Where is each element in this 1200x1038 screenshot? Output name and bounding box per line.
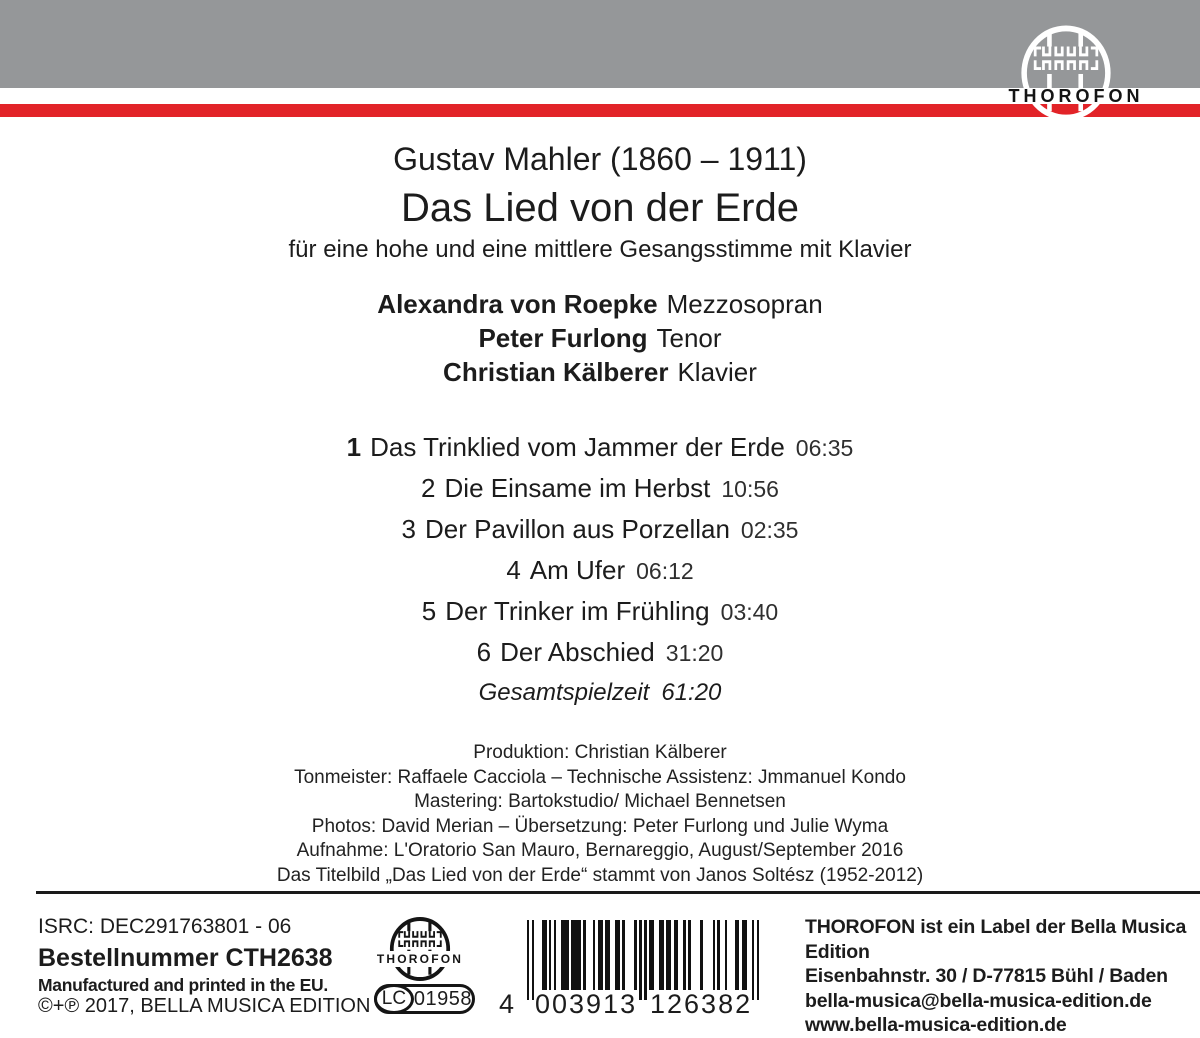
work-subtitle: für eine hohe und eine mittlere Gesangsstimme mit Klavier — [288, 236, 912, 263]
track-duration: 02:35 — [740, 517, 799, 543]
footer-divider — [36, 891, 1200, 894]
barcode-digit-lead: 4 — [499, 989, 515, 1019]
thorofon-wordmark: THOROFON — [1008, 86, 1144, 106]
credits-block — [0, 741, 1200, 888]
credit-line: Aufnahme: L'Oratorio San Mauro, Bernareggio, August/September 2016 — [296, 840, 904, 861]
performer-line — [0, 321, 1200, 355]
label-info-line: THOROFON ist ein Label der Bella Musica Edition — [805, 916, 1187, 963]
performer-name: Christian Kälberer — [443, 357, 669, 387]
track-title: Das Trinklied vom Jammer der Erde — [370, 432, 785, 462]
lc-label-code — [374, 984, 475, 1014]
credit-line: Produktion: Christian Kälberer — [473, 742, 727, 763]
label-info-block — [805, 915, 1200, 1038]
total-time-row — [0, 673, 1200, 713]
track-row — [0, 468, 1200, 509]
performer-name: Alexandra von Roepke — [377, 289, 658, 319]
track-title: Am Ufer — [529, 555, 626, 585]
manufactured-note: Manufactured and printed in the EU. — [38, 975, 328, 995]
order-number: Bestellnummer CTH2638 — [38, 944, 333, 972]
credit-line: Tonmeister: Raffaele Cacciola – Technische Assistenz: Jmmanuel Kondo — [294, 766, 906, 788]
credit-line: Das Titelbild „Das Lied von der Erde“ stammt von Janos Soltész (1952-2012) — [276, 864, 924, 886]
thorofon-wordmark: THOROFON — [374, 951, 466, 967]
track-duration: 06:35 — [795, 435, 854, 461]
lc-number: 01958 — [413, 987, 472, 1010]
track-number: 6 — [476, 637, 492, 667]
thorofon-logo-icon — [389, 916, 451, 982]
track-number: 3 — [401, 514, 416, 544]
credit-line: Mastering: Bartokstudio/ Michael Bennetsen — [414, 791, 786, 812]
total-time-value: 61:20 — [661, 679, 722, 706]
track-title: Der Pavillon aus Porzellan — [424, 514, 730, 544]
credit-line: Photos: David Merian – Übersetzung: Peter Furlong und Julie Wyma — [311, 815, 889, 837]
isrc-code: ISRC: DEC291763801 - 06 — [38, 915, 292, 938]
track-duration: 06:12 — [636, 558, 694, 584]
composer-dates: (1860 – 1911) — [610, 141, 807, 177]
barcode-digits-right: 126382 — [650, 989, 753, 1019]
performers-list — [0, 287, 1200, 389]
lc-prefix: LC — [374, 984, 414, 1014]
track-number: 5 — [421, 596, 437, 626]
track-row — [0, 427, 1200, 468]
track-duration: 03:40 — [720, 599, 779, 625]
composer-line — [0, 141, 1200, 178]
track-title: Der Trinker im Frühling — [445, 596, 710, 626]
track-row — [0, 632, 1200, 673]
track-list — [0, 427, 1200, 713]
track-number: 2 — [421, 473, 436, 503]
total-time-label: Gesamtspielzeit — [478, 679, 650, 706]
label-info-line: bella-musica@bella-musica-edition.de — [805, 989, 1152, 1012]
track-row — [0, 509, 1200, 550]
track-number: 1 — [346, 432, 362, 462]
track-title: Die Einsame im Herbst — [444, 473, 711, 503]
copyright-line: ©+℗ 2017, BELLA MUSICA EDITION — [38, 995, 371, 1017]
track-duration: 31:20 — [665, 640, 724, 666]
work-title: Das Lied von der Erde — [400, 186, 799, 230]
barcode-digits-left: 003913 — [535, 989, 638, 1019]
performer-name: Peter Furlong — [478, 323, 648, 353]
performer-role: Mezzosopran — [666, 289, 823, 319]
track-number: 4 — [506, 555, 521, 585]
performer-line — [0, 355, 1200, 389]
track-row — [0, 550, 1200, 591]
performer-role: Klavier — [677, 357, 757, 387]
thorofon-logo-icon — [1020, 24, 1112, 122]
track-title: Der Abschied — [500, 637, 655, 667]
performer-line — [0, 287, 1200, 321]
composer-name: Gustav Mahler — [393, 141, 602, 177]
performer-role: Tenor — [656, 323, 722, 353]
ean-barcode — [527, 920, 759, 1000]
label-info-line: Eisenbahnstr. 30 / D-77815 Bühl / Baden — [805, 965, 1168, 987]
track-duration: 10:56 — [721, 476, 779, 502]
label-info-line: www.bella-musica-edition.de — [805, 1014, 1067, 1036]
track-row — [0, 591, 1200, 632]
